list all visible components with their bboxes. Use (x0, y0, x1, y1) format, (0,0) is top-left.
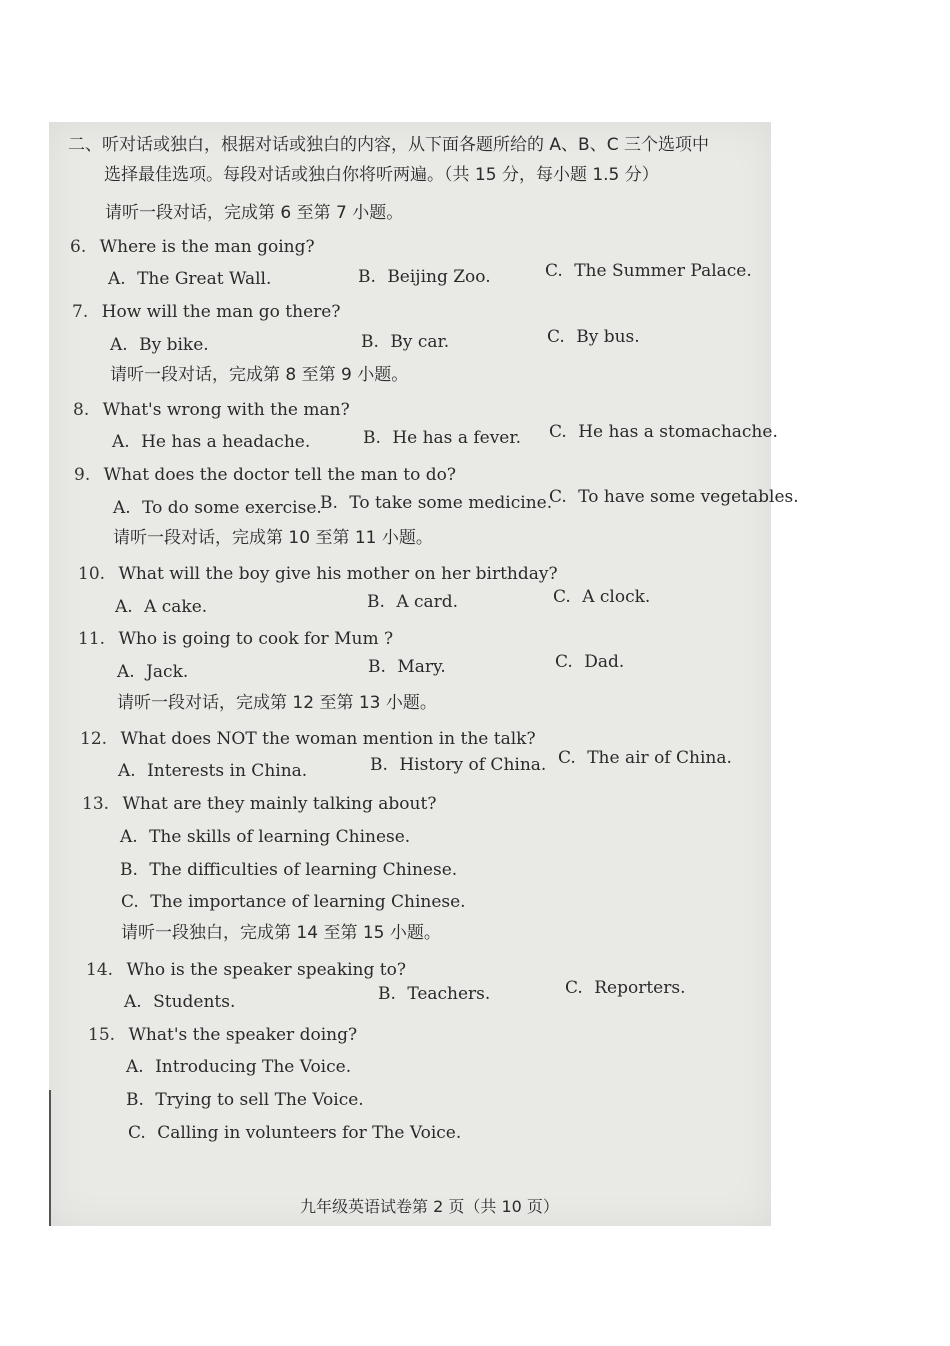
option-13a: A. The skills of learning Chinese. (120, 827, 411, 847)
question-number: 8. (73, 400, 90, 420)
question-text: What does the doctor tell the man to do? (103, 465, 456, 485)
option-10c: C. A clock. (553, 587, 651, 607)
page-footer: 九年级英语试卷第 2 页（共 10 页） (300, 1197, 559, 1216)
question-number: 7. (72, 302, 89, 322)
question-number: 10. (78, 564, 106, 584)
instruction-q14-15: 请听一段独白，完成第 14 至第 15 小题。 (121, 923, 441, 943)
option-9b: B. To take some medicine. (320, 493, 553, 513)
instruction-q10-11: 请听一段对话，完成第 10 至第 11 小题。 (113, 528, 433, 548)
question-text: What are they mainly talking about? (122, 794, 437, 814)
question-number: 13. (82, 794, 110, 814)
question-text: What does NOT the woman mention in the talk? (120, 729, 536, 749)
option-8c: C. He has a stomachache. (549, 422, 778, 442)
question-number: 9. (74, 465, 91, 485)
option-12a: A. Interests in China. (118, 761, 308, 781)
section-heading-line-2: 选择最佳选项。每段对话或独白你将听两遍。（共 15 分，每小题 1.5 分） (104, 165, 659, 185)
option-13c: C. The importance of learning Chinese. (121, 892, 466, 912)
question-12 (80, 728, 536, 750)
option-15a: A. Introducing The Voice. (126, 1057, 352, 1077)
question-15 (88, 1024, 357, 1046)
option-15b: B. Trying to sell The Voice. (126, 1090, 364, 1110)
question-number: 6. (70, 237, 87, 257)
question-text: What's wrong with the man? (102, 400, 350, 420)
question-text: How will the man go there? (101, 302, 341, 322)
option-8a: A. He has a headache. (112, 432, 311, 452)
question-6 (70, 236, 315, 258)
question-number: 12. (80, 729, 108, 749)
option-14c: C. Reporters. (565, 978, 686, 998)
question-text: What's the speaker doing? (128, 1025, 358, 1045)
option-6b: B. Beijing Zoo. (358, 267, 491, 287)
section-heading-line-1: 二、听对话或独白，根据对话或独白的内容，从下面各题所给的 A、B、C 三个选项中 (68, 135, 709, 155)
instruction-q6-7: 请听一段对话，完成第 6 至第 7 小题。 (105, 203, 404, 223)
option-10b: B. A card. (367, 592, 459, 612)
instruction-q8-9: 请听一段对话，完成第 8 至第 9 小题。 (110, 365, 409, 385)
option-11c: C. Dad. (555, 652, 625, 672)
option-12b: B. History of China. (370, 755, 547, 775)
question-text: Who is going to cook for Mum ? (118, 629, 394, 649)
option-7b: B. By car. (361, 332, 450, 352)
option-14b: B. Teachers. (378, 984, 491, 1004)
question-11 (78, 628, 393, 650)
question-8 (73, 399, 350, 421)
option-11b: B. Mary. (368, 657, 446, 677)
question-text: Who is the speaker speaking to? (126, 960, 406, 980)
option-7c: C. By bus. (547, 327, 640, 347)
question-number: 11. (78, 629, 106, 649)
question-text: What will the boy give his mother on her birthday? (118, 564, 558, 584)
option-15c: C. Calling in volunteers for The Voice. (128, 1123, 462, 1143)
option-11a: A. Jack. (117, 662, 189, 682)
option-13b: B. The difficulties of learning Chinese. (120, 860, 458, 880)
page-edge-shadow (49, 1090, 51, 1226)
instruction-q12-13: 请听一段对话，完成第 12 至第 13 小题。 (117, 693, 437, 713)
question-7 (72, 301, 340, 323)
option-12c: C. The air of China. (558, 748, 732, 768)
question-13 (82, 793, 436, 815)
option-8b: B. He has a fever. (363, 428, 522, 448)
question-10 (78, 563, 558, 585)
question-text: Where is the man going? (99, 237, 315, 257)
option-14a: A. Students. (124, 992, 236, 1012)
option-9a: A. To do some exercise. (113, 498, 322, 518)
option-6c: C. The Summer Palace. (545, 261, 752, 281)
question-number: 14. (86, 960, 114, 980)
option-7a: A. By bike. (110, 335, 209, 355)
question-number: 15. (88, 1025, 116, 1045)
option-6a: A. The Great Wall. (108, 269, 272, 289)
question-9 (74, 464, 456, 486)
question-14 (86, 959, 406, 981)
option-9c: C. To have some vegetables. (549, 487, 799, 507)
option-10a: A. A cake. (115, 597, 208, 617)
